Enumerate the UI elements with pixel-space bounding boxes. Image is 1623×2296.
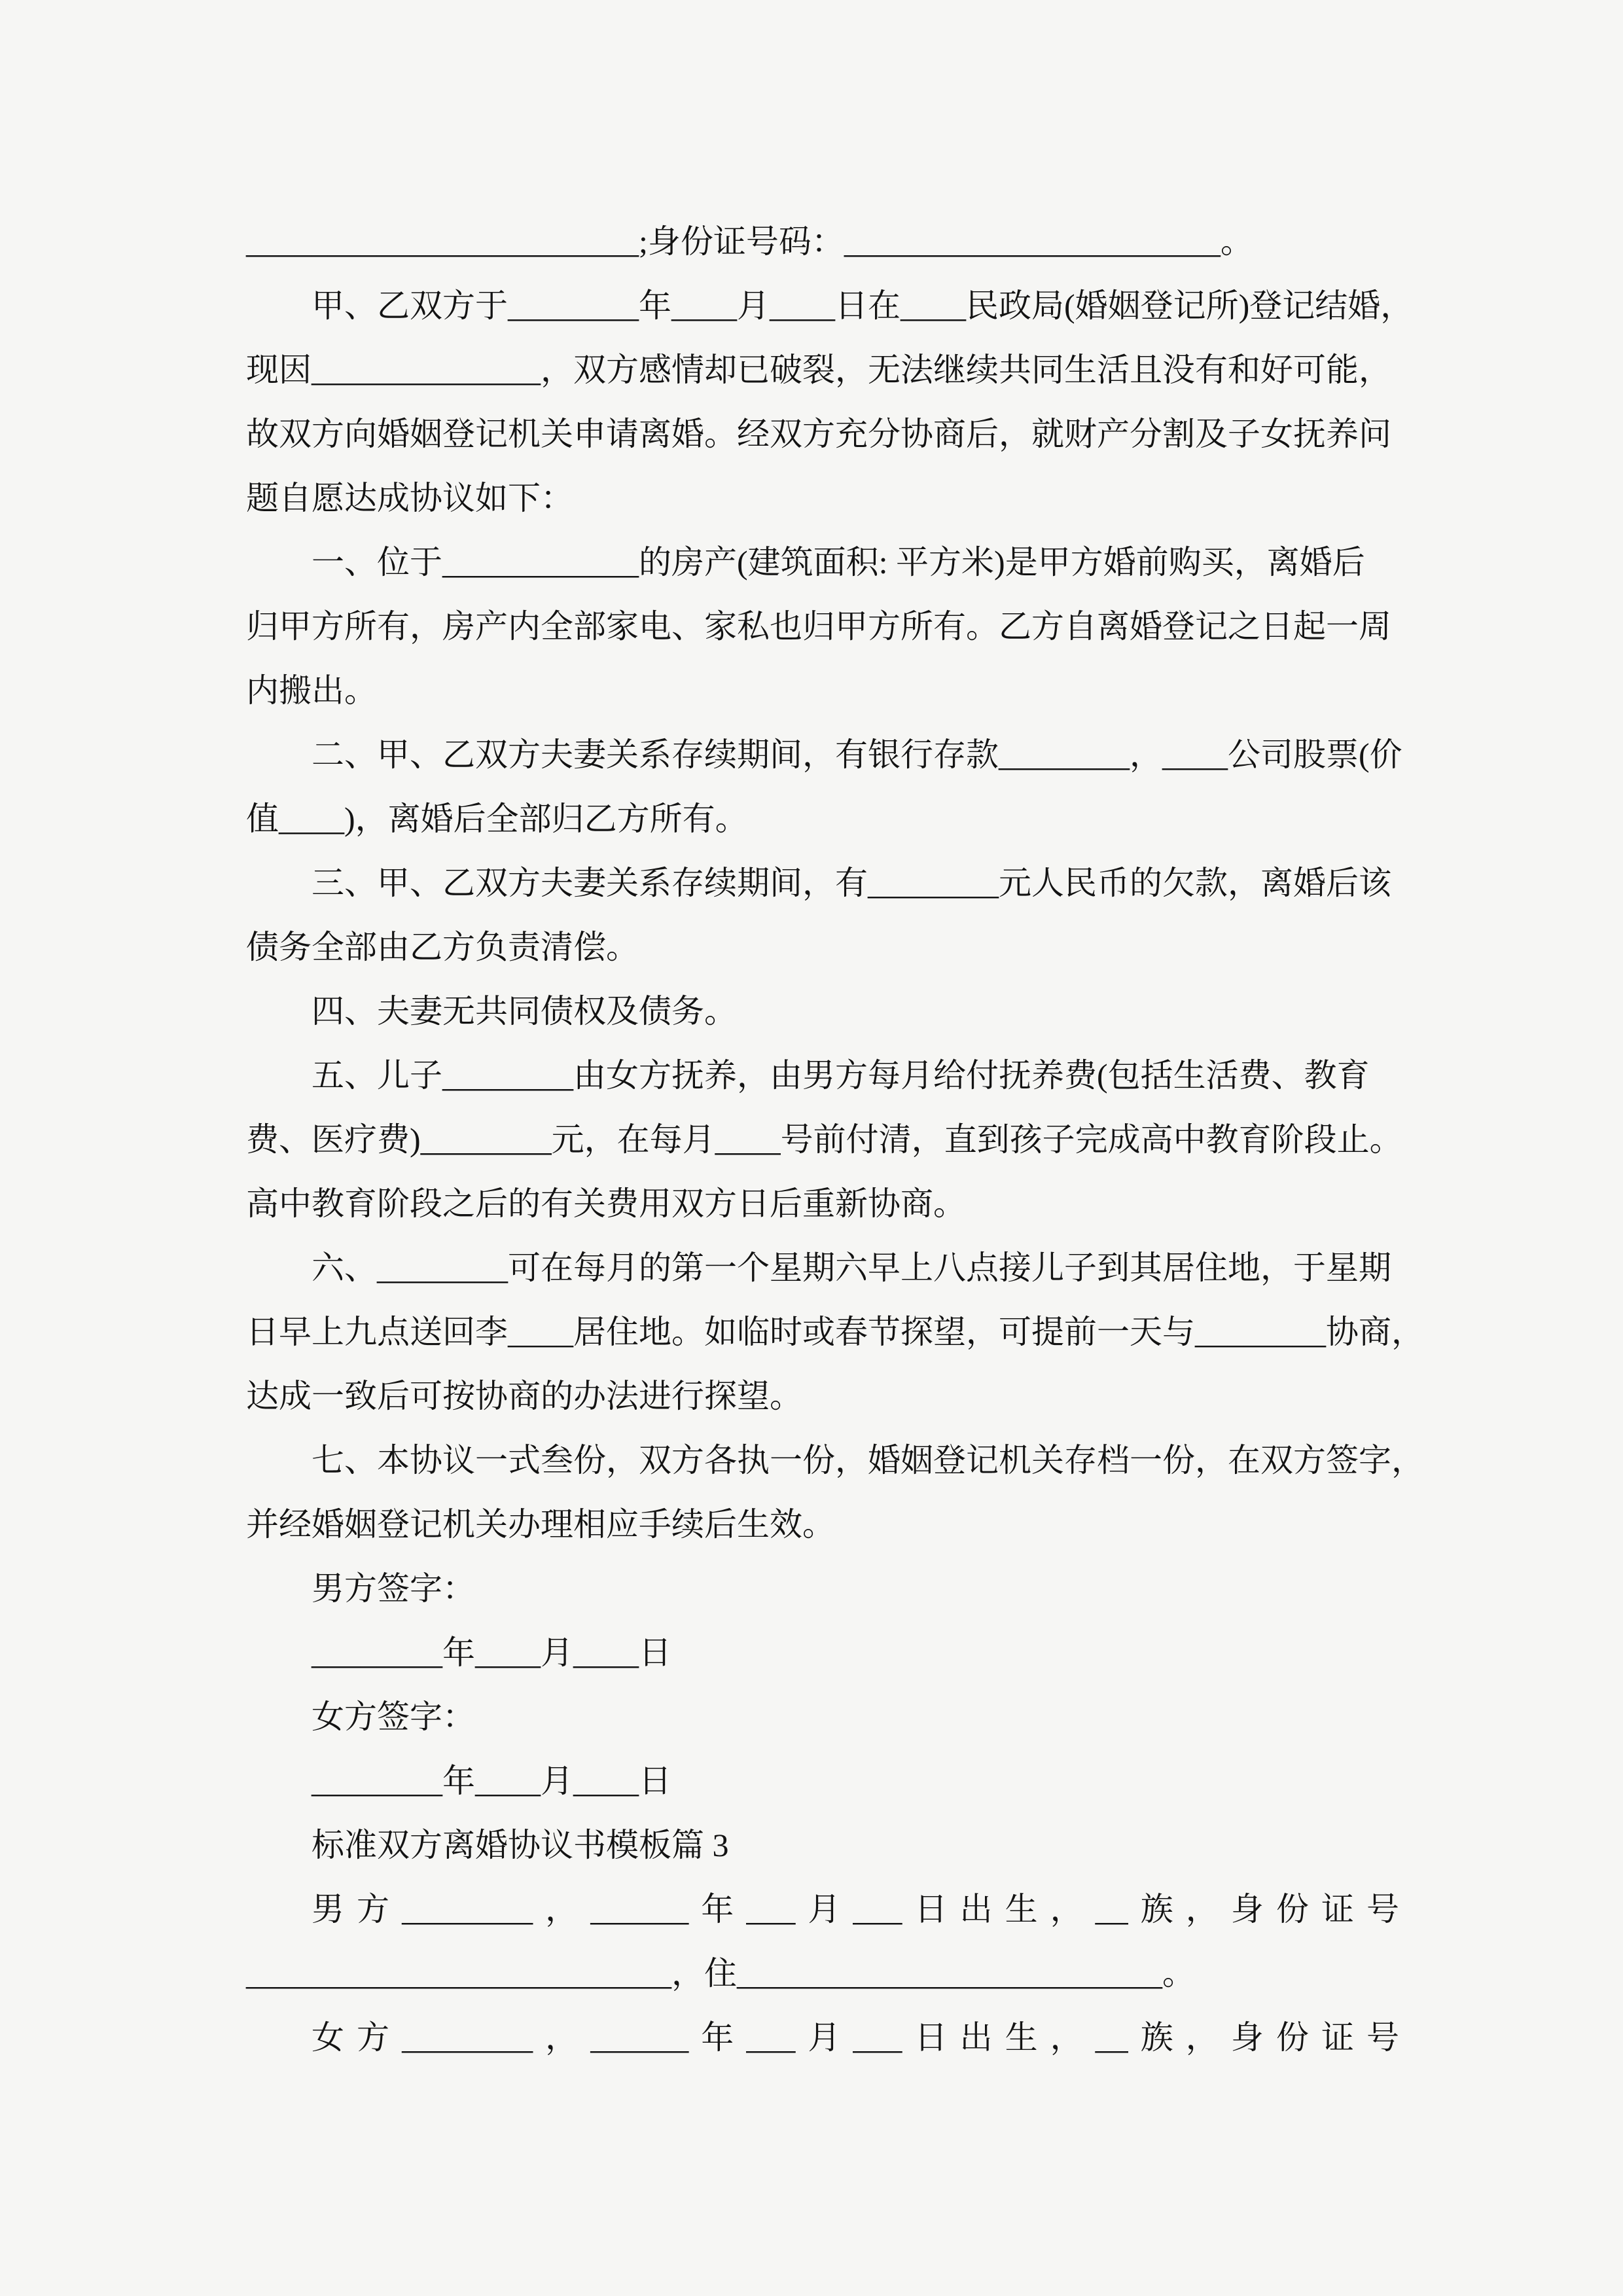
document-page <box>246 209 1424 2070</box>
doc-line-5: 题自愿达成协议如下： <box>246 480 573 516</box>
doc-line-4: 故双方向婚姻登记机关申请离婚。经双方充分协商后，就财产分割及子女抚养问 <box>246 416 1391 452</box>
doc-line-7: 归甲方所有，房产内全部家电、家私也归甲方所有。乙方自离婚登记之日起一周 <box>246 608 1391 645</box>
doc-line-29: 女方________，______年___月___日出生，__族，身份证号 <box>312 2019 1399 2056</box>
doc-line-2: 甲、乙双方于________年____月____日在____民政局(婚姻登记所)登记结婚， <box>312 287 1414 324</box>
doc-line-22: 男方签字： <box>312 1570 475 1607</box>
doc-line-3: 现因______________，双方感情却已破裂，无法继续共同生活且没有和好可能， <box>246 351 1391 388</box>
doc-line-24: 女方签字： <box>312 1698 475 1735</box>
doc-line-11: 三、甲、乙双方夫妻关系存续期间，有________元人民币的欠款，离婚后该 <box>312 865 1391 901</box>
doc-line-18: 日早上九点送回李____居住地。如临时或春节探望，可提前一天与________协商， <box>246 1314 1424 1350</box>
doc-line-8: 内搬出。 <box>246 672 377 709</box>
doc-line-15: 费、医疗费)________元，在每月____号前付清，直到孩子完成高中教育阶段止。 <box>246 1121 1402 1158</box>
doc-line-17: 六、________可在每月的第一个星期六早上八点接儿子到其居住地，于星期 <box>312 1249 1391 1286</box>
doc-line-6: 一、位于____________的房产(建筑面积: 平方米)是甲方婚前购买，离婚后 <box>312 544 1365 581</box>
doc-line-27: 男方________，______年___月___日出生，__族，身份证号 <box>312 1891 1399 1928</box>
doc-line-26: 标准双方离婚协议书模板篇 3 <box>312 1827 729 1863</box>
doc-line-20: 七、本协议一式叁份，双方各执一份，婚姻登记机关存档一份，在双方签字， <box>312 1442 1424 1479</box>
doc-line-12: 债务全部由乙方负责清偿。 <box>246 929 639 965</box>
doc-line-16: 高中教育阶段之后的有关费用双方日后重新协商。 <box>246 1185 966 1222</box>
doc-line-23: ________年____月____日 <box>312 1634 671 1671</box>
doc-line-19: 达成一致后可按协商的办法进行探望。 <box>246 1378 802 1414</box>
doc-line-28: __________________________，住__________________________。 <box>246 1955 1195 1992</box>
doc-line-21: 并经婚姻登记机关办理相应手续后生效。 <box>246 1506 835 1543</box>
doc-line-14: 五、儿子________由女方抚养，由男方每月给付抚养费(包括生活费、教育 <box>312 1057 1370 1094</box>
doc-line-1: ________________________;身份证号码：_______________________。 <box>246 223 1253 260</box>
doc-line-13: 四、夫妻无共同债权及债务。 <box>312 993 737 1030</box>
doc-line-10: 值____)，离婚后全部归乙方所有。 <box>246 800 748 837</box>
doc-line-9: 二、甲、乙双方夫妻关系存续期间，有银行存款________，____公司股票(价 <box>312 736 1402 773</box>
doc-line-25: ________年____月____日 <box>312 1763 671 1799</box>
